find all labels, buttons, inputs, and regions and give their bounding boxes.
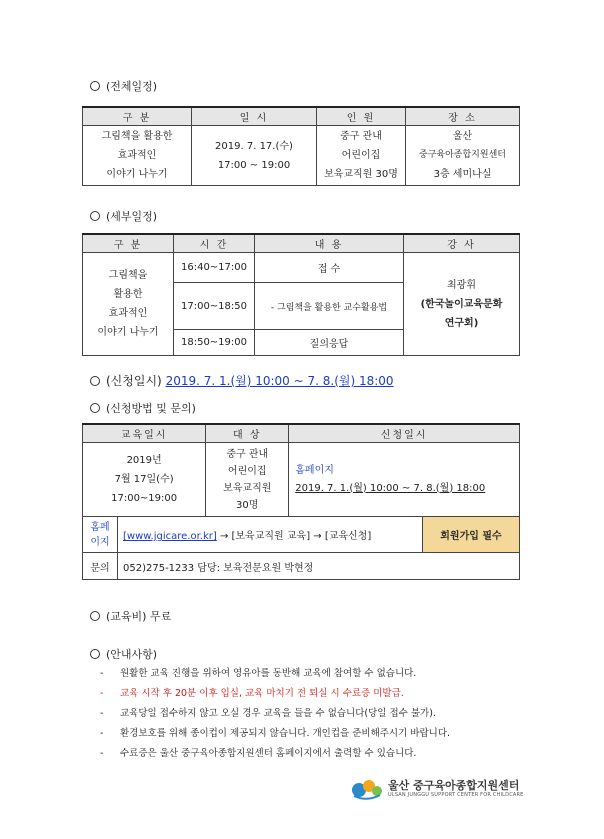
- circle-bullet-icon: [90, 403, 100, 413]
- notice-text: 환경보호를 위해 종이컵이 제공되지 않습니다. 개인컵을 준비해주시기 바랍니다.: [120, 728, 451, 739]
- overall-schedule-table: [82, 106, 520, 186]
- col-header-target: 대 상: [206, 424, 289, 443]
- center-logo-icon: [350, 776, 384, 802]
- circle-bullet-icon: [90, 611, 100, 621]
- dash-bullet: -: [100, 668, 104, 679]
- detail-schedule-table: [82, 233, 520, 356]
- notice-item: [100, 724, 530, 744]
- detail-instructor-cell: 최광휘 (한국놀이교육문화 연구회): [404, 253, 520, 356]
- col-header-place: 장 소: [406, 107, 520, 126]
- method-table: [82, 423, 520, 580]
- center-logo-name: 울산 중구육아종합지원센터: [388, 779, 520, 792]
- member-required-badge: 회원가입 필수: [423, 517, 520, 553]
- overall-category-cell: 그림책을 활용한 효과적인 이야기 나누기: [83, 126, 192, 186]
- contact-label-cell: 문의: [83, 553, 118, 580]
- center-logo: [350, 776, 524, 804]
- section-fee: (교육비) 무료: [90, 608, 171, 624]
- detail-time-cell: 16:40~17:00: [174, 253, 255, 283]
- col-header-instructor: 강 사: [404, 234, 520, 253]
- notice-item: [100, 704, 530, 724]
- homepage-link[interactable]: 홈페이지: [295, 464, 334, 476]
- section-overall-title: (전체일정): [90, 78, 157, 94]
- notice-text: 교육 시작 후 20분 이후 입실, 교육 마치기 전 퇴실 시 수료증 미발급.: [120, 688, 404, 699]
- homepage-label-cell: 홈페 이지: [83, 517, 118, 553]
- overall-people-cell: 중구 관내 어린이집 보육교직원 30명: [317, 126, 406, 186]
- notice-item: [100, 744, 530, 764]
- circle-bullet-icon: [90, 211, 100, 221]
- circle-bullet-icon: [90, 81, 100, 91]
- notice-text: 원활한 교육 진행을 위하여 영유아를 동반해 교육에 참여할 수 없습니다.: [120, 668, 417, 679]
- detail-content-cell: 접 수: [255, 253, 404, 283]
- detail-time-cell: 17:00~18:50: [174, 283, 255, 330]
- center-logo-subtitle: ULSAN JUNGGU SUPPORT CENTER FOR CHILDCARE: [388, 792, 524, 798]
- homepage-path: → [보육교직원 교육] → [교육신청]: [219, 531, 372, 542]
- detail-category-cell: 그림책을 활용한 효과적인 이야기 나누기: [83, 253, 174, 356]
- section-detail-title: (세부일정): [90, 208, 157, 224]
- notice-text: 수료증은 울산 중구육아종합지원센터 홈페이지에서 출력할 수 있습니다.: [120, 748, 417, 759]
- detail-time-cell: 18:50~19:00: [174, 330, 255, 356]
- col-header-time: 시 간: [174, 234, 255, 253]
- homepage-url-link[interactable]: [www.jgicare.or.kr]: [123, 531, 217, 542]
- fee-value: 무료: [149, 610, 172, 623]
- apply-period: 2019. 7. 1.(월) 10:00 ~ 7. 8.(월) 18:00: [295, 482, 486, 494]
- dash-bullet: -: [100, 748, 104, 759]
- method-date-cell: 2019년 7월 17일(수) 17:00~19:00: [83, 443, 206, 517]
- method-target-cell: 중구 관내 어린이집 보육교직원 30명: [206, 443, 289, 517]
- notice-text: 교육당일 접수하지 않고 오실 경우 교육을 들을 수 없습니다(당일 접수 불가).: [120, 708, 436, 719]
- method-apply-cell: [289, 443, 520, 517]
- dash-bullet: -: [100, 708, 104, 719]
- col-header-edu-date: 교육일시: [83, 424, 206, 443]
- apply-date-value: 2019. 7. 1.(월) 10:00 ~ 7. 8.(월) 18:00: [165, 374, 394, 388]
- dash-bullet: -: [100, 688, 104, 699]
- notice-item: [100, 684, 530, 704]
- dash-bullet: -: [100, 728, 104, 739]
- col-header-category: 구 분: [83, 234, 174, 253]
- overall-place-cell: 울산 중구육아종합지원센터 3층 세미나실: [406, 126, 520, 186]
- detail-content-cell: - 그림책을 활용한 교수활용법: [255, 283, 404, 330]
- section-notice-title: (안내사항): [90, 646, 157, 662]
- detail-content-cell: 질의응답: [255, 330, 404, 356]
- section-apply-date: (신청일시) 2019. 7. 1.(월) 10:00 ~ 7. 8.(월) 18:00: [90, 372, 394, 389]
- circle-bullet-icon: [90, 376, 100, 386]
- overall-datetime-cell: 2019. 7. 17.(수) 17:00 ~ 19:00: [192, 126, 317, 186]
- contact-value-cell: 052)275-1233 담당: 보육전문요원 박현정: [118, 553, 520, 580]
- notice-list: [100, 664, 530, 764]
- col-header-category: 구 분: [83, 107, 192, 126]
- col-header-content: 내 용: [255, 234, 404, 253]
- section-method-title: (신청방법 및 문의): [90, 400, 196, 416]
- homepage-path-cell: [118, 517, 423, 553]
- col-header-people: 인 원: [317, 107, 406, 126]
- col-header-datetime: 일 시: [192, 107, 317, 126]
- circle-bullet-icon: [90, 649, 100, 659]
- col-header-apply-date: 신청일시: [289, 424, 520, 443]
- notice-item: [100, 664, 530, 684]
